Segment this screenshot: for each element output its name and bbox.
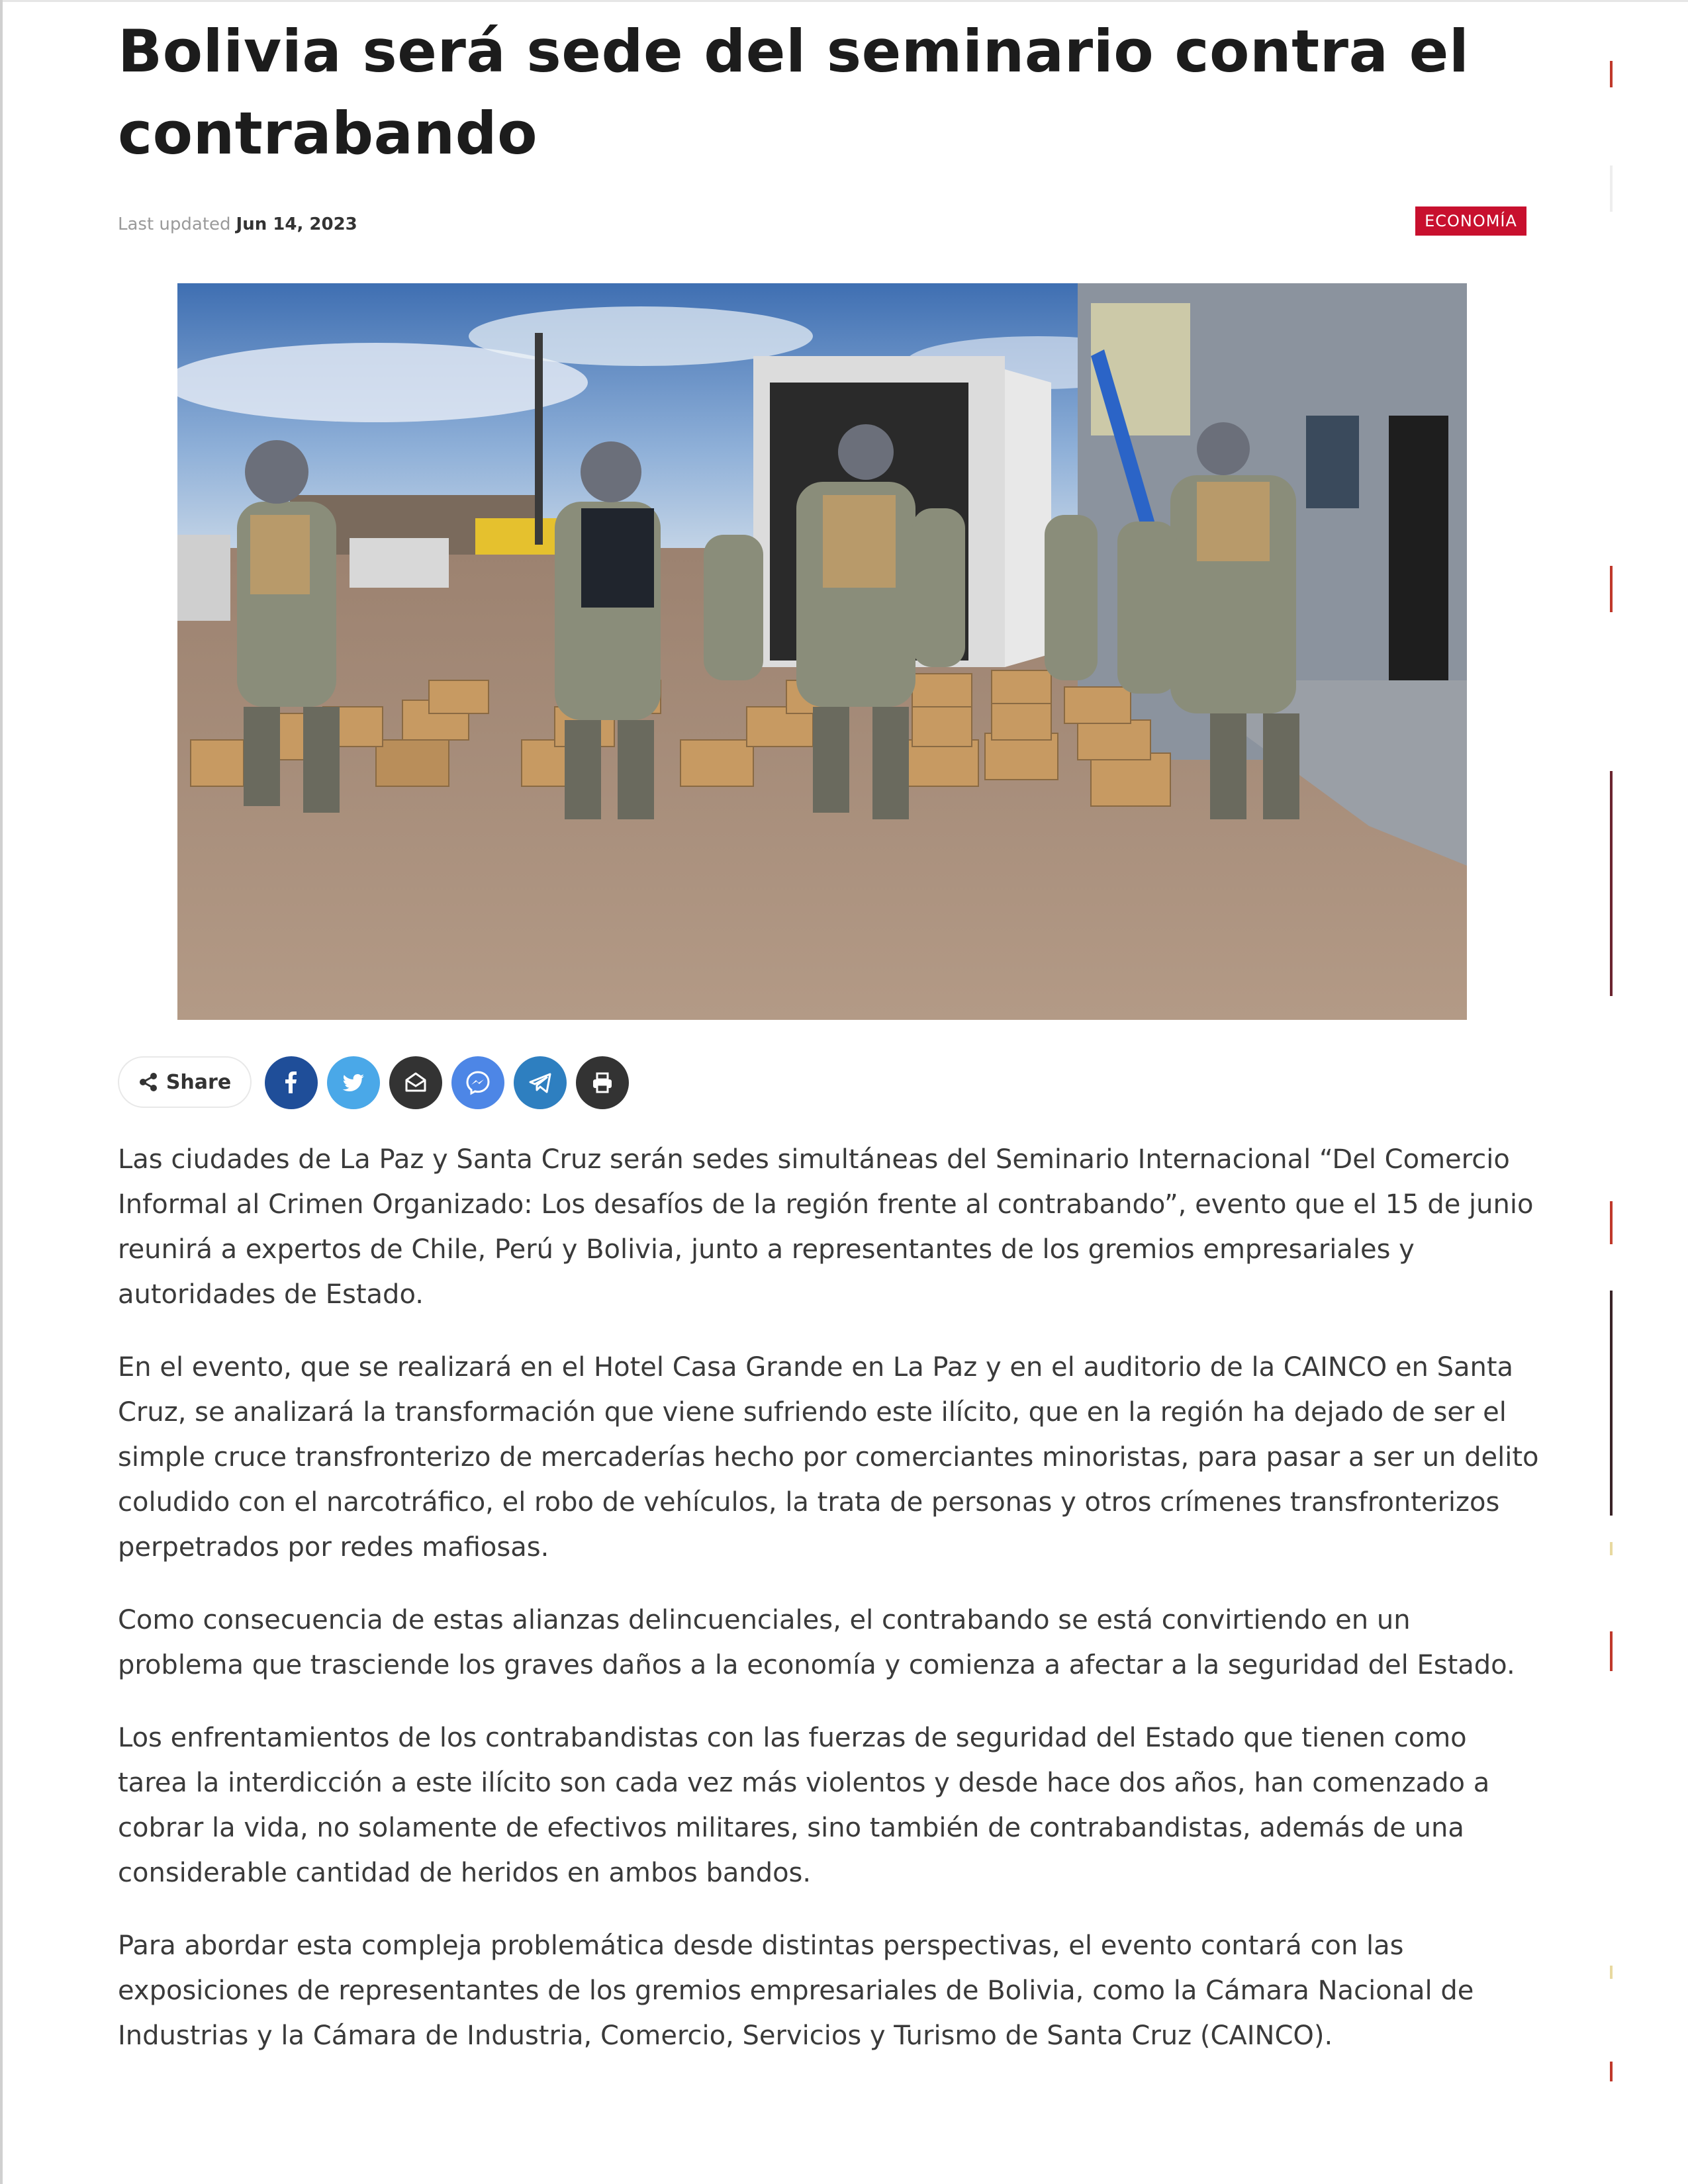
article-paragraph: Como consecuencia de estas alianzas delincuenciales, el contrabando se está convirtiendo en un problema que trasciende los graves daños a la economía y comienza a afectar a la seguridad del Estado.	[118, 1605, 1515, 1680]
article-title: Bolivia será sede del seminario contra el contrabando	[118, 17, 1470, 167]
email-share-button[interactable]	[389, 1056, 442, 1109]
messenger-share-button[interactable]	[451, 1056, 504, 1109]
telegram-share-button[interactable]	[514, 1056, 567, 1109]
print-share-button[interactable]	[576, 1056, 629, 1109]
category-badge[interactable]: ECONOMÍA	[1415, 206, 1526, 236]
article-photo	[177, 283, 1467, 1020]
sidebar-edge	[1610, 0, 1614, 2184]
share-icon	[138, 1072, 158, 1092]
page-top-border	[0, 0, 1688, 2]
last-updated-label: Last updated	[118, 214, 231, 234]
share-bar	[118, 1051, 661, 1115]
share-button[interactable]	[118, 1056, 252, 1108]
article-paragraph: Las ciudades de La Paz y Santa Cruz serán sedes simultáneas del Seminario Internacional “Del Comercio Informal al Crimen Organizado: Los desafíos de la región frente al contrabando”, evento que el 15 de junio reunirá a expertos de Chile, Perú y Bolivia, junto a representantes de los gremios empresariales y autoridades de Estado.	[118, 1144, 1534, 1310]
print-icon	[589, 1069, 616, 1096]
article-paragraph: Los enfrentamientos de los contrabandistas con las fuerzas de seguridad del Estado que tienen como tarea la interdicción a este ilícito son cada vez más violentos y desde hace dos años, han comenzado a cobrar la vida, no solamente de efectivos militares, sino también de contrabandistas, además de una considerable cantidad de heridos en ambos bandos.	[118, 1723, 1490, 1888]
facebook-share-button[interactable]	[265, 1056, 318, 1109]
article-meta	[118, 214, 357, 234]
page-left-border	[0, 0, 3, 2184]
twitter-icon	[340, 1069, 367, 1097]
article-paragraph: En el evento, que se realizará en el Hotel Casa Grande en La Paz y en el auditorio de la CAINCO en Santa Cruz, se analizará la transformación que viene sufriendo este ilícito, que en la región ha dejado de ser el simple cruce transfronterizo de mercaderías hecho por comerciantes minoristas, para pasar a ser un delito coludido con el narcotráfico, el robo de vehículos, la trata de personas y otros crímenes transfronterizos perpetrados por redes mafiosas.	[118, 1352, 1539, 1563]
email-icon	[402, 1069, 429, 1096]
article-paragraph: Para abordar esta compleja problemática desde distintas perspectivas, el evento contará con las exposiciones de representantes de los gremios empresariales de Bolivia, como la Cámara Nacional de Industrias y la Cámara de Industria, Comercio, Servicios y Turismo de Santa Cruz (CAINCO).	[118, 1931, 1474, 2051]
twitter-share-button[interactable]	[327, 1056, 380, 1109]
share-label: Share	[165, 1070, 232, 1094]
publish-date: Jun 14, 2023	[236, 214, 357, 234]
messenger-icon	[464, 1069, 492, 1097]
telegram-icon	[526, 1069, 554, 1097]
article-body	[118, 1137, 1541, 2086]
facebook-icon	[278, 1069, 305, 1096]
